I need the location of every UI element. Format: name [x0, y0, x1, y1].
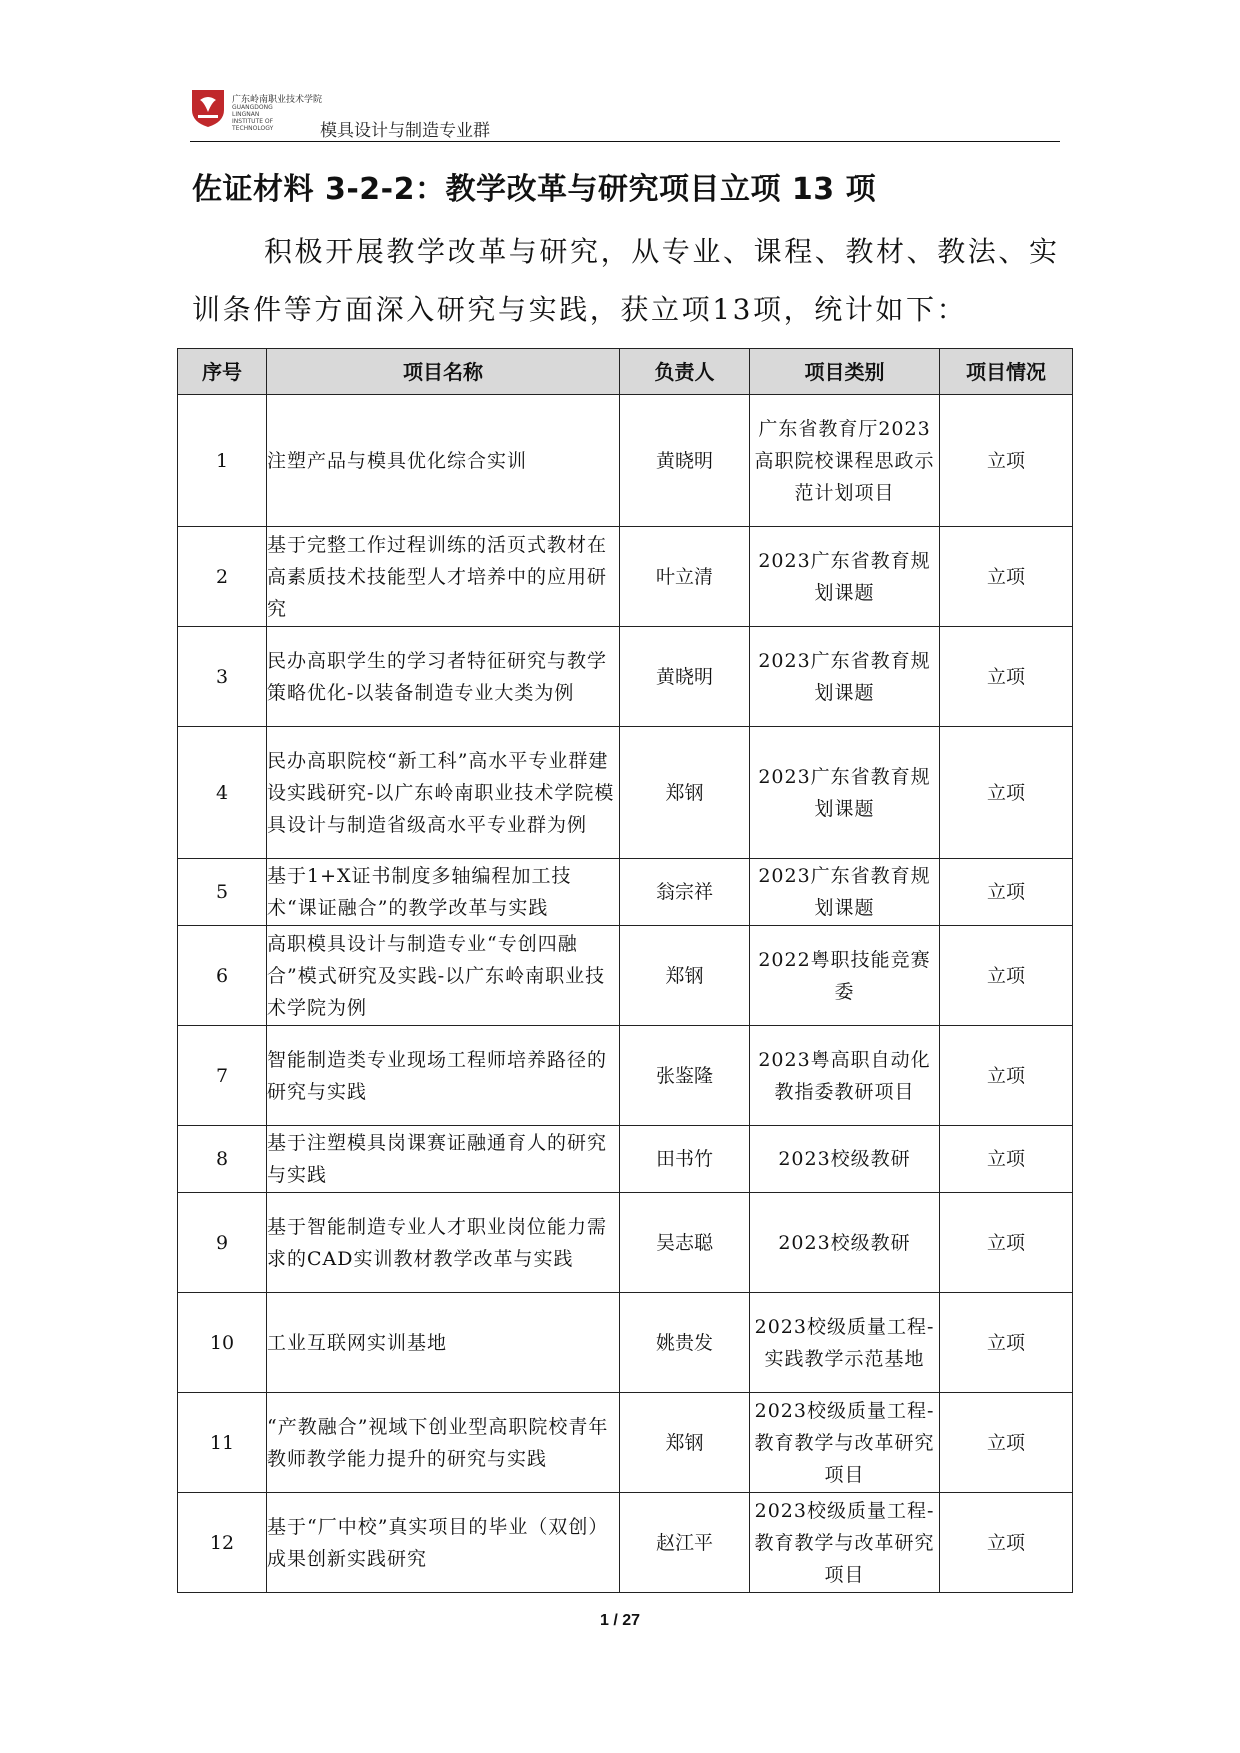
row-status: 立项 [940, 1293, 1073, 1393]
column-header-no: 序号 [178, 349, 267, 395]
row-leader: 郑钢 [620, 926, 750, 1026]
row-type: 2023校级质量工程-教育教学与改革研究项目 [750, 1393, 940, 1493]
table-row [178, 1193, 1073, 1293]
row-type: 2023广东省教育规划课题 [750, 627, 940, 727]
row-status: 立项 [940, 1393, 1073, 1493]
row-status: 立项 [940, 926, 1073, 1026]
school-name-en: GUANGDONG LINGNAN INSTITUTE OF TECHNOLOGY [232, 104, 274, 132]
row-project-name: “产教融合”视域下创业型高职院校青年教师教学能力提升的研究与实践 [267, 1393, 620, 1493]
row-type: 2023校级质量工程-教育教学与改革研究项目 [750, 1493, 940, 1593]
table-row [178, 1393, 1073, 1493]
row-project-name: 工业互联网实训基地 [267, 1293, 620, 1393]
row-no: 11 [178, 1393, 267, 1493]
row-status: 立项 [940, 527, 1073, 627]
school-name-cn: 广东岭南职业技术学院 [232, 95, 323, 105]
row-leader: 田书竹 [620, 1126, 750, 1193]
row-type: 2022粤职技能竞赛委 [750, 926, 940, 1026]
row-project-name: 基于智能制造专业人才职业岗位能力需求的CAD实训教材教学改革与实践 [267, 1193, 620, 1293]
row-status: 立项 [940, 1026, 1073, 1126]
row-project-name: 民办高职学生的学习者特征研究与教学策略优化-以装备制造专业大类为例 [267, 627, 620, 727]
row-status: 立项 [940, 1193, 1073, 1293]
row-no: 5 [178, 859, 267, 926]
header-divider [190, 141, 1060, 142]
row-type: 2023校级教研 [750, 1126, 940, 1193]
table-row [178, 1493, 1073, 1593]
row-project-name: 注塑产品与模具优化综合实训 [267, 395, 620, 527]
column-header-leader: 负责人 [620, 349, 750, 395]
row-leader: 赵江平 [620, 1493, 750, 1593]
row-leader: 张鉴隆 [620, 1026, 750, 1126]
row-leader: 郑钢 [620, 727, 750, 859]
school-emblem-icon [190, 88, 226, 128]
table-row [178, 727, 1073, 859]
row-type: 2023粤高职自动化教指委教研项目 [750, 1026, 940, 1126]
row-type: 广东省教育厅2023高职院校课程思政示范计划项目 [750, 395, 940, 527]
row-leader: 黄晓明 [620, 395, 750, 527]
page-title: 佐证材料 3-2-2：教学改革与研究项目立项 13 项 [192, 172, 877, 207]
row-no: 12 [178, 1493, 267, 1593]
table-row [178, 1293, 1073, 1393]
table-header-row [178, 349, 1073, 395]
column-header-name: 项目名称 [267, 349, 620, 395]
row-no: 1 [178, 395, 267, 527]
table-row [178, 627, 1073, 727]
row-type: 2023广东省教育规划课题 [750, 527, 940, 627]
row-no: 6 [178, 926, 267, 1026]
group-name: 模具设计与制造专业群 [320, 121, 490, 141]
table-row [178, 395, 1073, 527]
row-leader: 郑钢 [620, 1393, 750, 1493]
row-status: 立项 [940, 1126, 1073, 1193]
row-status: 立项 [940, 727, 1073, 859]
row-leader: 吴志聪 [620, 1193, 750, 1293]
row-project-name: 民办高职院校“新工科”高水平专业群建设实践研究-以广东岭南职业技术学院模具设计与制造省级高水平专业群为例 [267, 727, 620, 859]
table-row [178, 527, 1073, 627]
row-no: 7 [178, 1026, 267, 1126]
table-row [178, 1026, 1073, 1126]
row-no: 4 [178, 727, 267, 859]
row-no: 2 [178, 527, 267, 627]
row-project-name: 基于完整工作过程训练的活页式教材在高素质技术技能型人才培养中的应用研究 [267, 527, 620, 627]
table-row [178, 859, 1073, 926]
row-project-name: 基于“厂中校”真实项目的毕业（双创）成果创新实践研究 [267, 1493, 620, 1593]
row-status: 立项 [940, 859, 1073, 926]
row-leader: 叶立清 [620, 527, 750, 627]
page-header [190, 88, 1060, 144]
row-no: 9 [178, 1193, 267, 1293]
row-type: 2023校级质量工程-实践教学示范基地 [750, 1293, 940, 1393]
row-leader: 翁宗祥 [620, 859, 750, 926]
column-header-type: 项目类别 [750, 349, 940, 395]
row-status: 立项 [940, 395, 1073, 527]
page-number: 1 / 27 [599, 1612, 641, 1629]
row-project-name: 高职模具设计与制造专业“专创四融合”模式研究及实践-以广东岭南职业技术学院为例 [267, 926, 620, 1026]
project-table [177, 348, 1073, 1593]
row-type: 2023校级教研 [750, 1193, 940, 1293]
row-status: 立项 [940, 1493, 1073, 1593]
row-type: 2023广东省教育规划课题 [750, 727, 940, 859]
row-status: 立项 [940, 627, 1073, 727]
row-project-name: 基于1+X证书制度多轴编程加工技术“课证融合”的教学改革与实践 [267, 859, 620, 926]
table-row [178, 926, 1073, 1026]
row-project-name: 智能制造类专业现场工程师培养路径的研究与实践 [267, 1026, 620, 1126]
row-project-name: 基于注塑模具岗课赛证融通育人的研究与实践 [267, 1126, 620, 1193]
intro-paragraph: 积极开展教学改革与研究，从专业、课程、教材、教法、实训条件等方面深入研究与实践，获立项13项，统计如下： [192, 235, 1060, 326]
row-no: 8 [178, 1126, 267, 1193]
column-header-status: 项目情况 [940, 349, 1073, 395]
row-leader: 黄晓明 [620, 627, 750, 727]
row-no: 3 [178, 627, 267, 727]
row-leader: 姚贵发 [620, 1293, 750, 1393]
row-no: 10 [178, 1293, 267, 1393]
table-row [178, 1126, 1073, 1193]
row-type: 2023广东省教育规划课题 [750, 859, 940, 926]
